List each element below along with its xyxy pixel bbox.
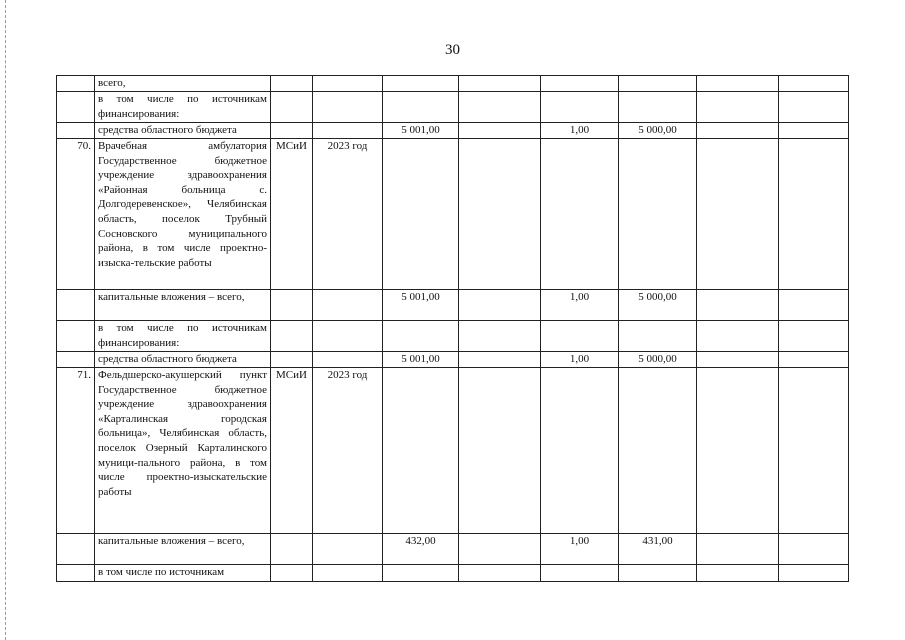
row-col-8 <box>697 139 779 290</box>
row-col-8 <box>697 352 779 368</box>
table-row <box>57 290 849 321</box>
row-department <box>271 123 313 139</box>
row-col-6 <box>541 321 619 352</box>
row-year <box>313 565 383 582</box>
row-description: Фельдшерско-акушерский пункт Государственное бюджетное учреждение здравоохранения «Карталинская городская больница», Челябинская область, поселок Озерный Карталинского муници-пального района, в том числе проектно-изыскательские работы <box>95 368 271 534</box>
row-total-amount: 5 001,00 <box>383 352 459 368</box>
row-year: 2023 год <box>313 368 383 534</box>
row-year <box>313 123 383 139</box>
row-col-9 <box>779 352 849 368</box>
row-number <box>57 290 95 321</box>
row-description: в том числе по источникам финансирования: <box>95 92 271 123</box>
row-department <box>271 76 313 92</box>
row-department <box>271 321 313 352</box>
row-col-5 <box>459 139 541 290</box>
row-col-7: 5 000,00 <box>619 290 697 321</box>
row-department <box>271 352 313 368</box>
row-total-amount <box>383 92 459 123</box>
row-number: 70. <box>57 139 95 290</box>
row-description: средства областного бюджета <box>95 352 271 368</box>
table-row <box>57 534 849 565</box>
row-year <box>313 76 383 92</box>
row-col-9 <box>779 290 849 321</box>
row-col-8 <box>697 290 779 321</box>
row-number <box>57 123 95 139</box>
row-description: всего, <box>95 76 271 92</box>
row-col-6 <box>541 368 619 534</box>
row-col-8 <box>697 123 779 139</box>
row-description: в том числе по источникам <box>95 565 271 582</box>
row-col-7 <box>619 139 697 290</box>
row-number <box>57 565 95 582</box>
budget-table <box>56 75 849 582</box>
row-total-amount: 5 001,00 <box>383 290 459 321</box>
row-total-amount <box>383 139 459 290</box>
row-col-7: 5 000,00 <box>619 352 697 368</box>
row-description: Врачебная амбулатория Государственное бюджетное учреждение здравоохранения «Районная больница с. Долгодеревенское», Челябинская область, поселок Трубный Сосновского муниципального района, в том числе проектно-изыска-тельские работы <box>95 139 271 290</box>
row-col-6: 1,00 <box>541 534 619 565</box>
row-col-9 <box>779 123 849 139</box>
row-department: МСиИ <box>271 368 313 534</box>
row-col-9 <box>779 368 849 534</box>
row-year <box>313 534 383 565</box>
row-total-amount: 432,00 <box>383 534 459 565</box>
row-description: средства областного бюджета <box>95 123 271 139</box>
row-col-5 <box>459 534 541 565</box>
row-number <box>57 321 95 352</box>
row-col-8 <box>697 534 779 565</box>
row-col-5 <box>459 123 541 139</box>
row-col-6 <box>541 139 619 290</box>
row-col-9 <box>779 321 849 352</box>
row-col-6: 1,00 <box>541 123 619 139</box>
row-col-5 <box>459 352 541 368</box>
table-row <box>57 139 849 290</box>
row-number <box>57 76 95 92</box>
row-description: капитальные вложения – всего, <box>95 290 271 321</box>
row-col-6 <box>541 76 619 92</box>
row-col-8 <box>697 76 779 92</box>
row-col-5 <box>459 76 541 92</box>
row-col-7: 5 000,00 <box>619 123 697 139</box>
row-total-amount <box>383 321 459 352</box>
row-year <box>313 321 383 352</box>
row-department <box>271 290 313 321</box>
row-total-amount: 5 001,00 <box>383 123 459 139</box>
row-col-8 <box>697 565 779 582</box>
table-row <box>57 352 849 368</box>
row-col-5 <box>459 321 541 352</box>
row-col-8 <box>697 92 779 123</box>
page-number: 30 <box>445 42 460 58</box>
row-year: 2023 год <box>313 139 383 290</box>
table-row <box>57 368 849 534</box>
row-col-5 <box>459 565 541 582</box>
row-col-9 <box>779 139 849 290</box>
row-year <box>313 352 383 368</box>
row-col-5 <box>459 290 541 321</box>
row-col-9 <box>779 565 849 582</box>
row-department <box>271 92 313 123</box>
row-department <box>271 565 313 582</box>
row-col-8 <box>697 368 779 534</box>
row-col-7: 431,00 <box>619 534 697 565</box>
table-row <box>57 123 849 139</box>
row-col-7 <box>619 92 697 123</box>
row-col-6 <box>541 92 619 123</box>
row-col-6: 1,00 <box>541 352 619 368</box>
row-year <box>313 290 383 321</box>
row-department <box>271 534 313 565</box>
row-number <box>57 352 95 368</box>
row-number <box>57 534 95 565</box>
row-col-5 <box>459 368 541 534</box>
row-year <box>313 92 383 123</box>
table-row <box>57 321 849 352</box>
row-col-7 <box>619 565 697 582</box>
row-col-6: 1,00 <box>541 290 619 321</box>
row-col-9 <box>779 534 849 565</box>
row-number <box>57 92 95 123</box>
row-number: 71. <box>57 368 95 534</box>
row-description: капитальные вложения – всего, <box>95 534 271 565</box>
row-total-amount <box>383 76 459 92</box>
table-row <box>57 92 849 123</box>
table-row <box>57 76 849 92</box>
row-col-6 <box>541 565 619 582</box>
table-row <box>57 565 849 582</box>
row-col-9 <box>779 92 849 123</box>
row-description: в том числе по источникам финансирования: <box>95 321 271 352</box>
row-col-5 <box>459 92 541 123</box>
row-col-9 <box>779 76 849 92</box>
page-edge-line <box>5 0 6 640</box>
row-col-7 <box>619 321 697 352</box>
row-col-7 <box>619 368 697 534</box>
row-col-8 <box>697 321 779 352</box>
row-department: МСиИ <box>271 139 313 290</box>
row-total-amount <box>383 565 459 582</box>
row-total-amount <box>383 368 459 534</box>
row-col-7 <box>619 76 697 92</box>
